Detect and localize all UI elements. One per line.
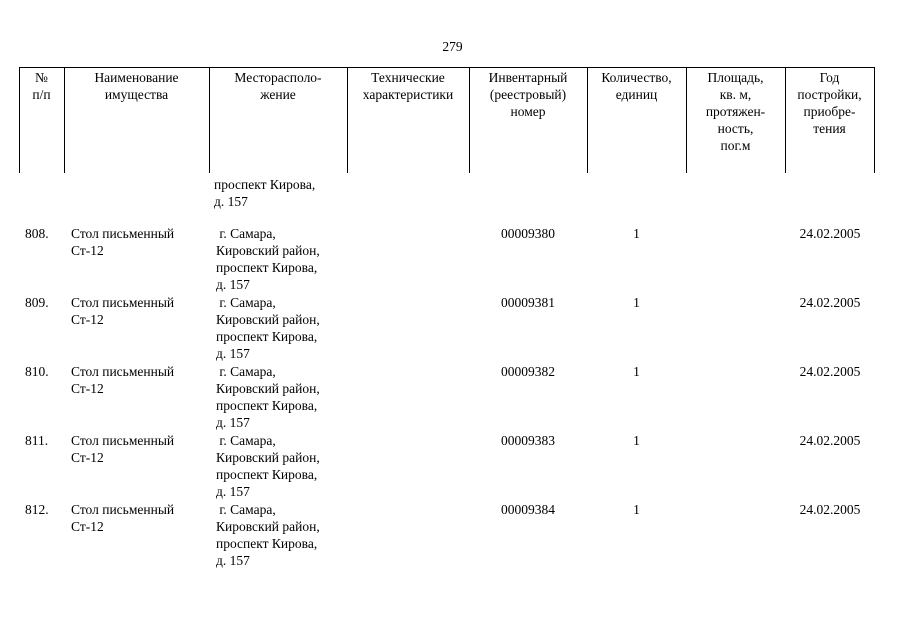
row-inventory-number: 00009381 (501, 295, 555, 310)
header-top-rule (19, 67, 875, 68)
header-inventory: Инвентарный (реестровый) номер (488, 70, 568, 119)
row-year: 24.02.2005 (799, 295, 861, 310)
table-row (0, 432, 905, 501)
row-quantity: 1 (633, 502, 640, 517)
header-location: Месторасполо- жение (234, 70, 322, 102)
row-number: 810. (25, 364, 49, 379)
row-number: 809. (25, 295, 49, 310)
row-name: Стол письменный Ст-12 (71, 226, 175, 258)
row-year: 24.02.2005 (799, 433, 861, 448)
row-inventory-number: 00009383 (501, 433, 555, 448)
row-year: 24.02.2005 (799, 364, 861, 379)
row-name: Стол письменный Ст-12 (71, 364, 175, 396)
row-inventory-number: 00009380 (501, 226, 555, 241)
row-quantity: 1 (633, 433, 640, 448)
row-quantity: 1 (633, 364, 640, 379)
row-year: 24.02.2005 (799, 502, 861, 517)
row-number: 811. (25, 433, 49, 448)
row-inventory-number: 00009382 (501, 364, 555, 379)
header-quantity: Количество, единиц (601, 70, 672, 102)
row-location: г. Самара, Кировский район, проспект Кирова, д. 157 (216, 295, 320, 361)
row-location: г. Самара, Кировский район, проспект Кирова, д. 157 (216, 433, 320, 499)
continued-location: проспект Кирова, д. 157 (214, 177, 316, 209)
row-location: г. Самара, Кировский район, проспект Кирова, д. 157 (216, 502, 320, 568)
row-location: г. Самара, Кировский район, проспект Кирова, д. 157 (216, 226, 320, 292)
header-specs: Технические характеристики (362, 70, 454, 102)
row-inventory-number: 00009384 (501, 502, 555, 517)
header-name: Наименование имущества (94, 70, 179, 102)
page-number: 279 (442, 39, 463, 54)
row-quantity: 1 (633, 226, 640, 241)
row-name: Стол письменный Ст-12 (71, 433, 175, 465)
table-row (0, 363, 905, 432)
table-row (0, 225, 905, 294)
row-number: 808. (25, 226, 49, 241)
row-location: г. Самара, Кировский район, проспект Кирова, д. 157 (216, 364, 320, 430)
header-number: № п/п (32, 70, 51, 102)
column-divider (874, 67, 875, 173)
header-year: Год постройки, приобре- тения (797, 70, 862, 136)
table-header (19, 67, 875, 173)
row-name: Стол письменный Ст-12 (71, 295, 175, 327)
table-row (0, 294, 905, 363)
header-area: Площадь, кв. м, протяжен- ность, пог.м (705, 70, 766, 153)
row-year: 24.02.2005 (799, 226, 861, 241)
row-quantity: 1 (633, 295, 640, 310)
row-number: 812. (25, 502, 49, 517)
row-name: Стол письменный Ст-12 (71, 502, 175, 534)
table-row (0, 501, 905, 570)
